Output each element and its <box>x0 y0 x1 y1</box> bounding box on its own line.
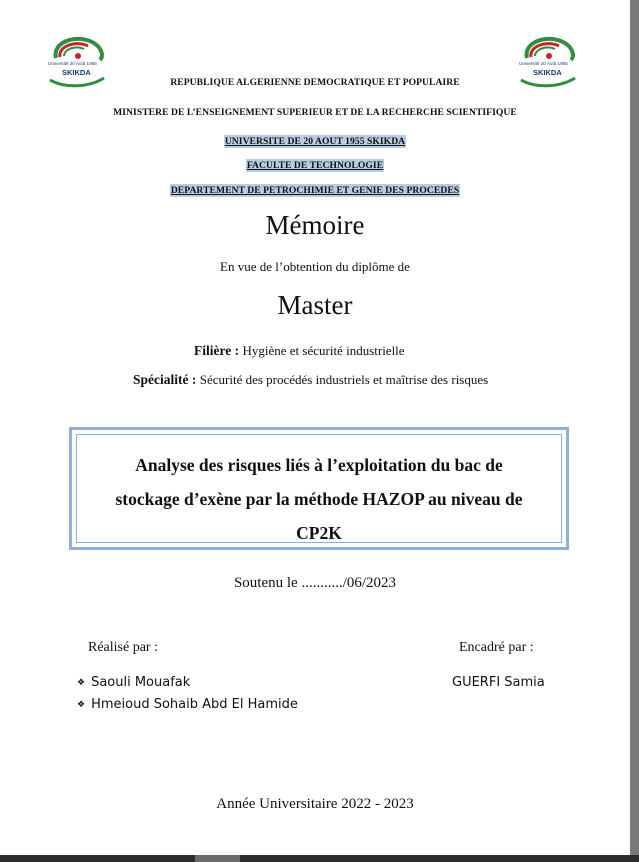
header-department-line <box>0 185 630 196</box>
defense-date: Soutenu le .........../06/2023 <box>233 575 397 591</box>
filiere-row <box>194 343 405 359</box>
author-name: Saouli Mouafak <box>91 675 191 690</box>
academic-year: Année Universitaire 2022 - 2023 <box>216 796 414 812</box>
header-department: DEPARTEMENT DE PETROCHIMIE ET GENIE DES PROCEDES <box>170 185 460 196</box>
author-item <box>77 675 190 690</box>
author-name: Hmeioud Sohaib Abd El Hamide <box>91 697 298 712</box>
author-item <box>77 697 298 712</box>
header-faculty: FACULTE DE TECHNOLOGIE <box>246 160 384 171</box>
header-ministry: MINISTERE DE L’ENSEIGNEMENT SUPERIEUR ET DE LA RECHERCHE SCIENTIFIQUE <box>113 107 517 118</box>
logo-caption: Université 20 Août 1955 <box>519 61 568 66</box>
realise-par-label: Réalisé par : <box>88 640 158 655</box>
filiere-value: Hygiène et sécurité industrielle <box>242 343 405 358</box>
specialite-label: Spécialité : <box>133 372 197 387</box>
logo-name: SKIKDA <box>62 68 91 77</box>
supervisor-name: GUERFI Samia <box>452 675 545 690</box>
header-faculty-line <box>0 160 630 171</box>
scrollbar-thumb[interactable] <box>195 855 240 862</box>
degree-heading: Master <box>277 290 353 320</box>
thesis-title-line: CP2K <box>296 523 342 543</box>
filiere-label: Filière : <box>194 343 240 358</box>
encadre-par-label: Encadré par : <box>459 640 534 655</box>
horizontal-scrollbar[interactable] <box>0 855 639 862</box>
thesis-title-line: stockage d’exène par la méthode HAZOP au niveau de <box>115 489 523 509</box>
logo-caption: Université 20 Août 1955 <box>48 61 97 66</box>
thesis-title-box <box>69 427 569 550</box>
memoire-heading: Mémoire <box>265 210 365 240</box>
specialite-row <box>133 372 488 388</box>
header-university-line <box>0 136 630 147</box>
diamond-bullet-icon: ❖ <box>77 678 86 688</box>
thesis-title <box>86 448 552 550</box>
header-republic: REPUBLIQUE ALGERIENNE DEMOCRATIQUE ET POPULAIRE <box>170 77 460 88</box>
specialite-value: Sécurité des procédés industriels et maîtrise des risques <box>199 372 489 387</box>
diamond-bullet-icon: ❖ <box>77 700 86 710</box>
logo-name: SKIKDA <box>533 68 562 77</box>
header-university: UNIVERSITE DE 20 AOUT 1955 SKIKDA <box>224 136 406 147</box>
thesis-title-line: Analyse des risques liés à l’exploitation du bac de <box>135 455 503 475</box>
obtention-text: En vue de l’obtention du diplôme de <box>220 259 410 274</box>
vertical-scrollbar[interactable] <box>630 0 639 862</box>
